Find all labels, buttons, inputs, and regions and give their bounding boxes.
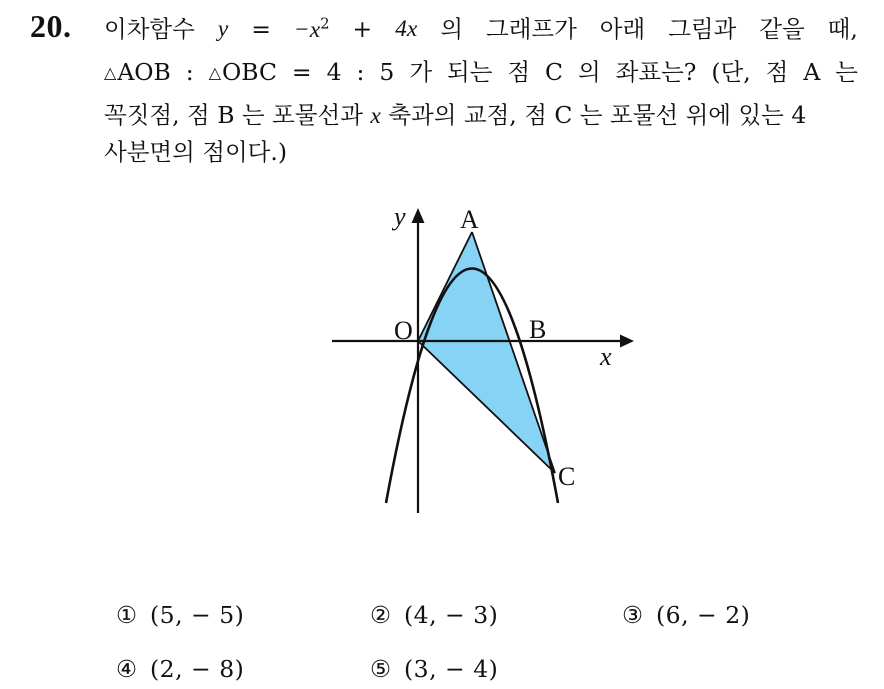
point-a-label: A — [460, 205, 479, 234]
question-number: 20. — [30, 8, 72, 44]
triangle-icon: △ — [208, 63, 221, 82]
choice-mark: ② — [370, 601, 392, 629]
word: 의 — [578, 58, 601, 86]
question-line-2 — [104, 57, 858, 88]
y-axis-arrow-icon — [412, 208, 425, 223]
choice-2[interactable] — [370, 601, 498, 629]
math-term: $-x^2$ — [293, 15, 330, 43]
choice-mark: ④ — [116, 655, 138, 683]
point-b-label: B — [529, 315, 547, 344]
choice-5[interactable] — [370, 655, 498, 683]
word: 가 — [409, 58, 433, 86]
figure-svg — [330, 195, 650, 525]
point-name: C — [545, 58, 564, 86]
point-o-label: O — [394, 316, 413, 345]
parabola-figure — [330, 195, 650, 529]
choice-value: (6, − 2) — [656, 601, 751, 629]
word: 때, — [827, 15, 858, 43]
word: 점 — [507, 58, 531, 86]
word: 되는 — [447, 58, 493, 86]
equals-sign: = — [291, 58, 312, 86]
word: 그림과 — [668, 15, 737, 43]
exponent: 2 — [320, 15, 330, 33]
number: 4 — [326, 58, 342, 86]
text-segment: 축과의 교점, 점 C 는 포물선 위에 있는 4 — [380, 101, 807, 129]
word: 같을 — [759, 15, 805, 43]
colon: : — [356, 58, 365, 86]
choice-mark: ③ — [622, 601, 644, 629]
math-x: x — [370, 103, 381, 129]
point-name: A — [803, 58, 821, 86]
word: 그래프가 — [486, 15, 577, 43]
triangle-obc: △OBC — [208, 58, 277, 86]
choice-mark: ① — [116, 601, 138, 629]
word: 의 — [440, 15, 464, 43]
choice-value: (2, − 8) — [150, 655, 245, 683]
number: 5 — [379, 58, 395, 86]
text-segment: 꼭짓점, 점 B 는 포물선과 — [104, 101, 371, 129]
question-line-4: 사분면의 점이다.) — [104, 138, 288, 166]
math-y: y — [217, 16, 229, 42]
triangle-icon: △ — [104, 63, 117, 82]
triangle-aob: △AOB — [104, 58, 171, 86]
choice-value: (3, − 4) — [404, 655, 499, 683]
question-line-1 — [104, 14, 858, 45]
plus-sign: + — [352, 15, 373, 43]
word: (단, — [711, 58, 751, 86]
choice-value: (4, − 3) — [404, 601, 499, 629]
point-c-label: C — [558, 462, 576, 491]
equals-sign: = — [251, 15, 271, 43]
question-line-3 — [104, 100, 806, 131]
word: 이차함수 — [104, 15, 195, 43]
choice-1[interactable] — [116, 601, 244, 629]
word: 점 — [765, 58, 789, 86]
word: 는 — [835, 58, 858, 86]
x-axis-label: x — [600, 342, 612, 371]
word: 아래 — [599, 15, 646, 43]
choice-value: (5, − 5) — [150, 601, 245, 629]
choice-4[interactable] — [116, 655, 244, 683]
colon: : — [185, 58, 194, 86]
math-term: 4x — [395, 16, 418, 42]
choice-3[interactable] — [622, 601, 750, 629]
choice-mark: ⑤ — [370, 655, 392, 683]
y-axis-label: y — [394, 202, 406, 231]
x-axis-arrow-icon — [620, 335, 634, 348]
word: 좌표는? — [615, 58, 697, 86]
